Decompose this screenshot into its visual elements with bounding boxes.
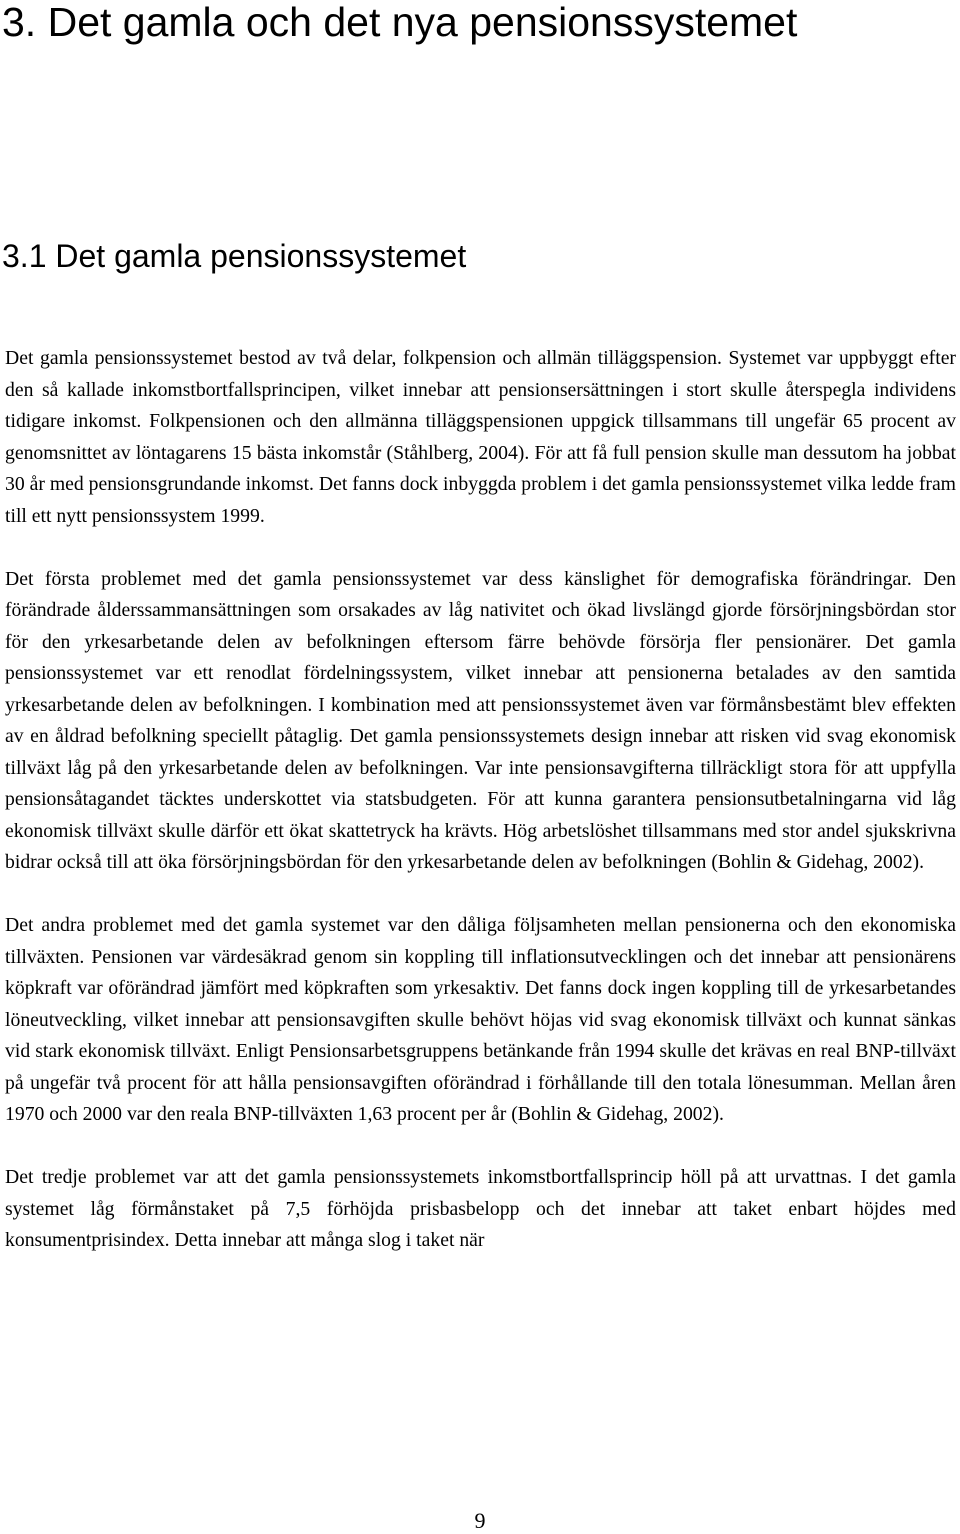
chapter-title: 3. Det gamla och det nya pensionssystemet <box>2 0 798 45</box>
paragraph-intro: Det gamla pensionssystemet bestod av två delar, folkpension och allmän tilläggspension. Systemet var uppbyggt efter den så kallade inkomstbortfallsprincipen, vilket innebar att pensionsersättningen i stort skulle återspegla individens tidigare inkomst. Folkpensionen och den allmänna tilläggspensionen uppgick tillsammans till ungefär 65 procent av genomsnittet av löntagarens 15 bästa inkomstår (Ståhlberg, 2004). För att få full pension skulle man dessutom ha jobbat 30 år med pensionsgrundande inkomst. Det fanns dock inbyggda problem i det gamla pensionssystemet vilka ledde fram till ett nytt pensionssystem 1999. <box>5 347 956 527</box>
paragraph-first-problem: Det första problemet med det gamla pensionssystemet var dess känslighet för demografiska förändringar. Den förändrade ålderssammansättningen som orsakades av låg nativitet och ökad livslängd gjorde försörjningsbördan stor för den yrkesarbetande delen av befolkningen eftersom färre behövde försörja fler pensionärer. Det gamla pensionssystemet var ett renodlat fördelningssystem, vilket innebar att pensionerna betalades av den samtida yrkesarbetande delen av befolkningen. I kombination med att pensionssystemet även var förmånsbestämt blev effekten av en åldrad befolkning speciellt påtaglig. Det gamla pensionssystemets design innebar att risken vid svag ekonomisk tillväxt låg på den yrkesarbetande delen av befolkningen. Var inte pensionsavgifterna tillräckligt stora för att uppfylla pensionsåtagandet täcktes underskottet via statsbudgeten. För att kunna garantera pensionsutbetalningarna vid låg ekonomisk tillväxt skulle därför ett ökat skattetryck ha krävts. Hög arbetslöshet tillsammans med stor andel sjukskrivna bidrar också till att öka försörjningsbördan för den yrkesarbetande delen av befolkningen (Bohlin & Gidehag, 2002). <box>5 567 956 873</box>
page-number: 9 <box>474 1508 486 1533</box>
paragraph-second-problem: Det andra problemet med det gamla systemet var den dåliga följsamheten mellan pensionerna och den ekonomiska tillväxten. Pensionen var värdesäkrad genom sin koppling till inflationsutvecklingen och det innebar att pensionärens köpkraft var oförändrad jämfört med köpkraften som yrkesaktiv. Det fanns dock ingen koppling till de yrkesarbetandes löneutveckling, vilket innebar att pensionsavgiften skulle behövt höjas vid svag ekonomisk tillväxt och kunnat sänkas vid stark ekonomisk tillväxt. Enligt Pensionsarbetsgruppens betänkande från 1994 skulle det krävas en real BNP-tillväxt på ungefär två procent för att hålla pensionsavgiften oförändrad i förhållande till den totala lönesumman. Mellan åren 1970 och 2000 var den reala BNP-tillväxten 1,63 procent per år (Bohlin & Gidehag, 2002). <box>5 914 956 1125</box>
paragraph-third-problem: Det tredje problemet var att det gamla pensionssystemets inkomstbortfallsprincip höll på att urvattnas. I det gamla systemet låg förmånstaket på 7,5 förhöjda prisbasbelopp och det innebar att taket enbart höjdes med konsumentprisindex. Detta innebar att många slog i taket när <box>5 1166 956 1251</box>
section-title: 3.1 Det gamla pensionssystemet <box>2 238 467 274</box>
body-text <box>5 343 956 1257</box>
